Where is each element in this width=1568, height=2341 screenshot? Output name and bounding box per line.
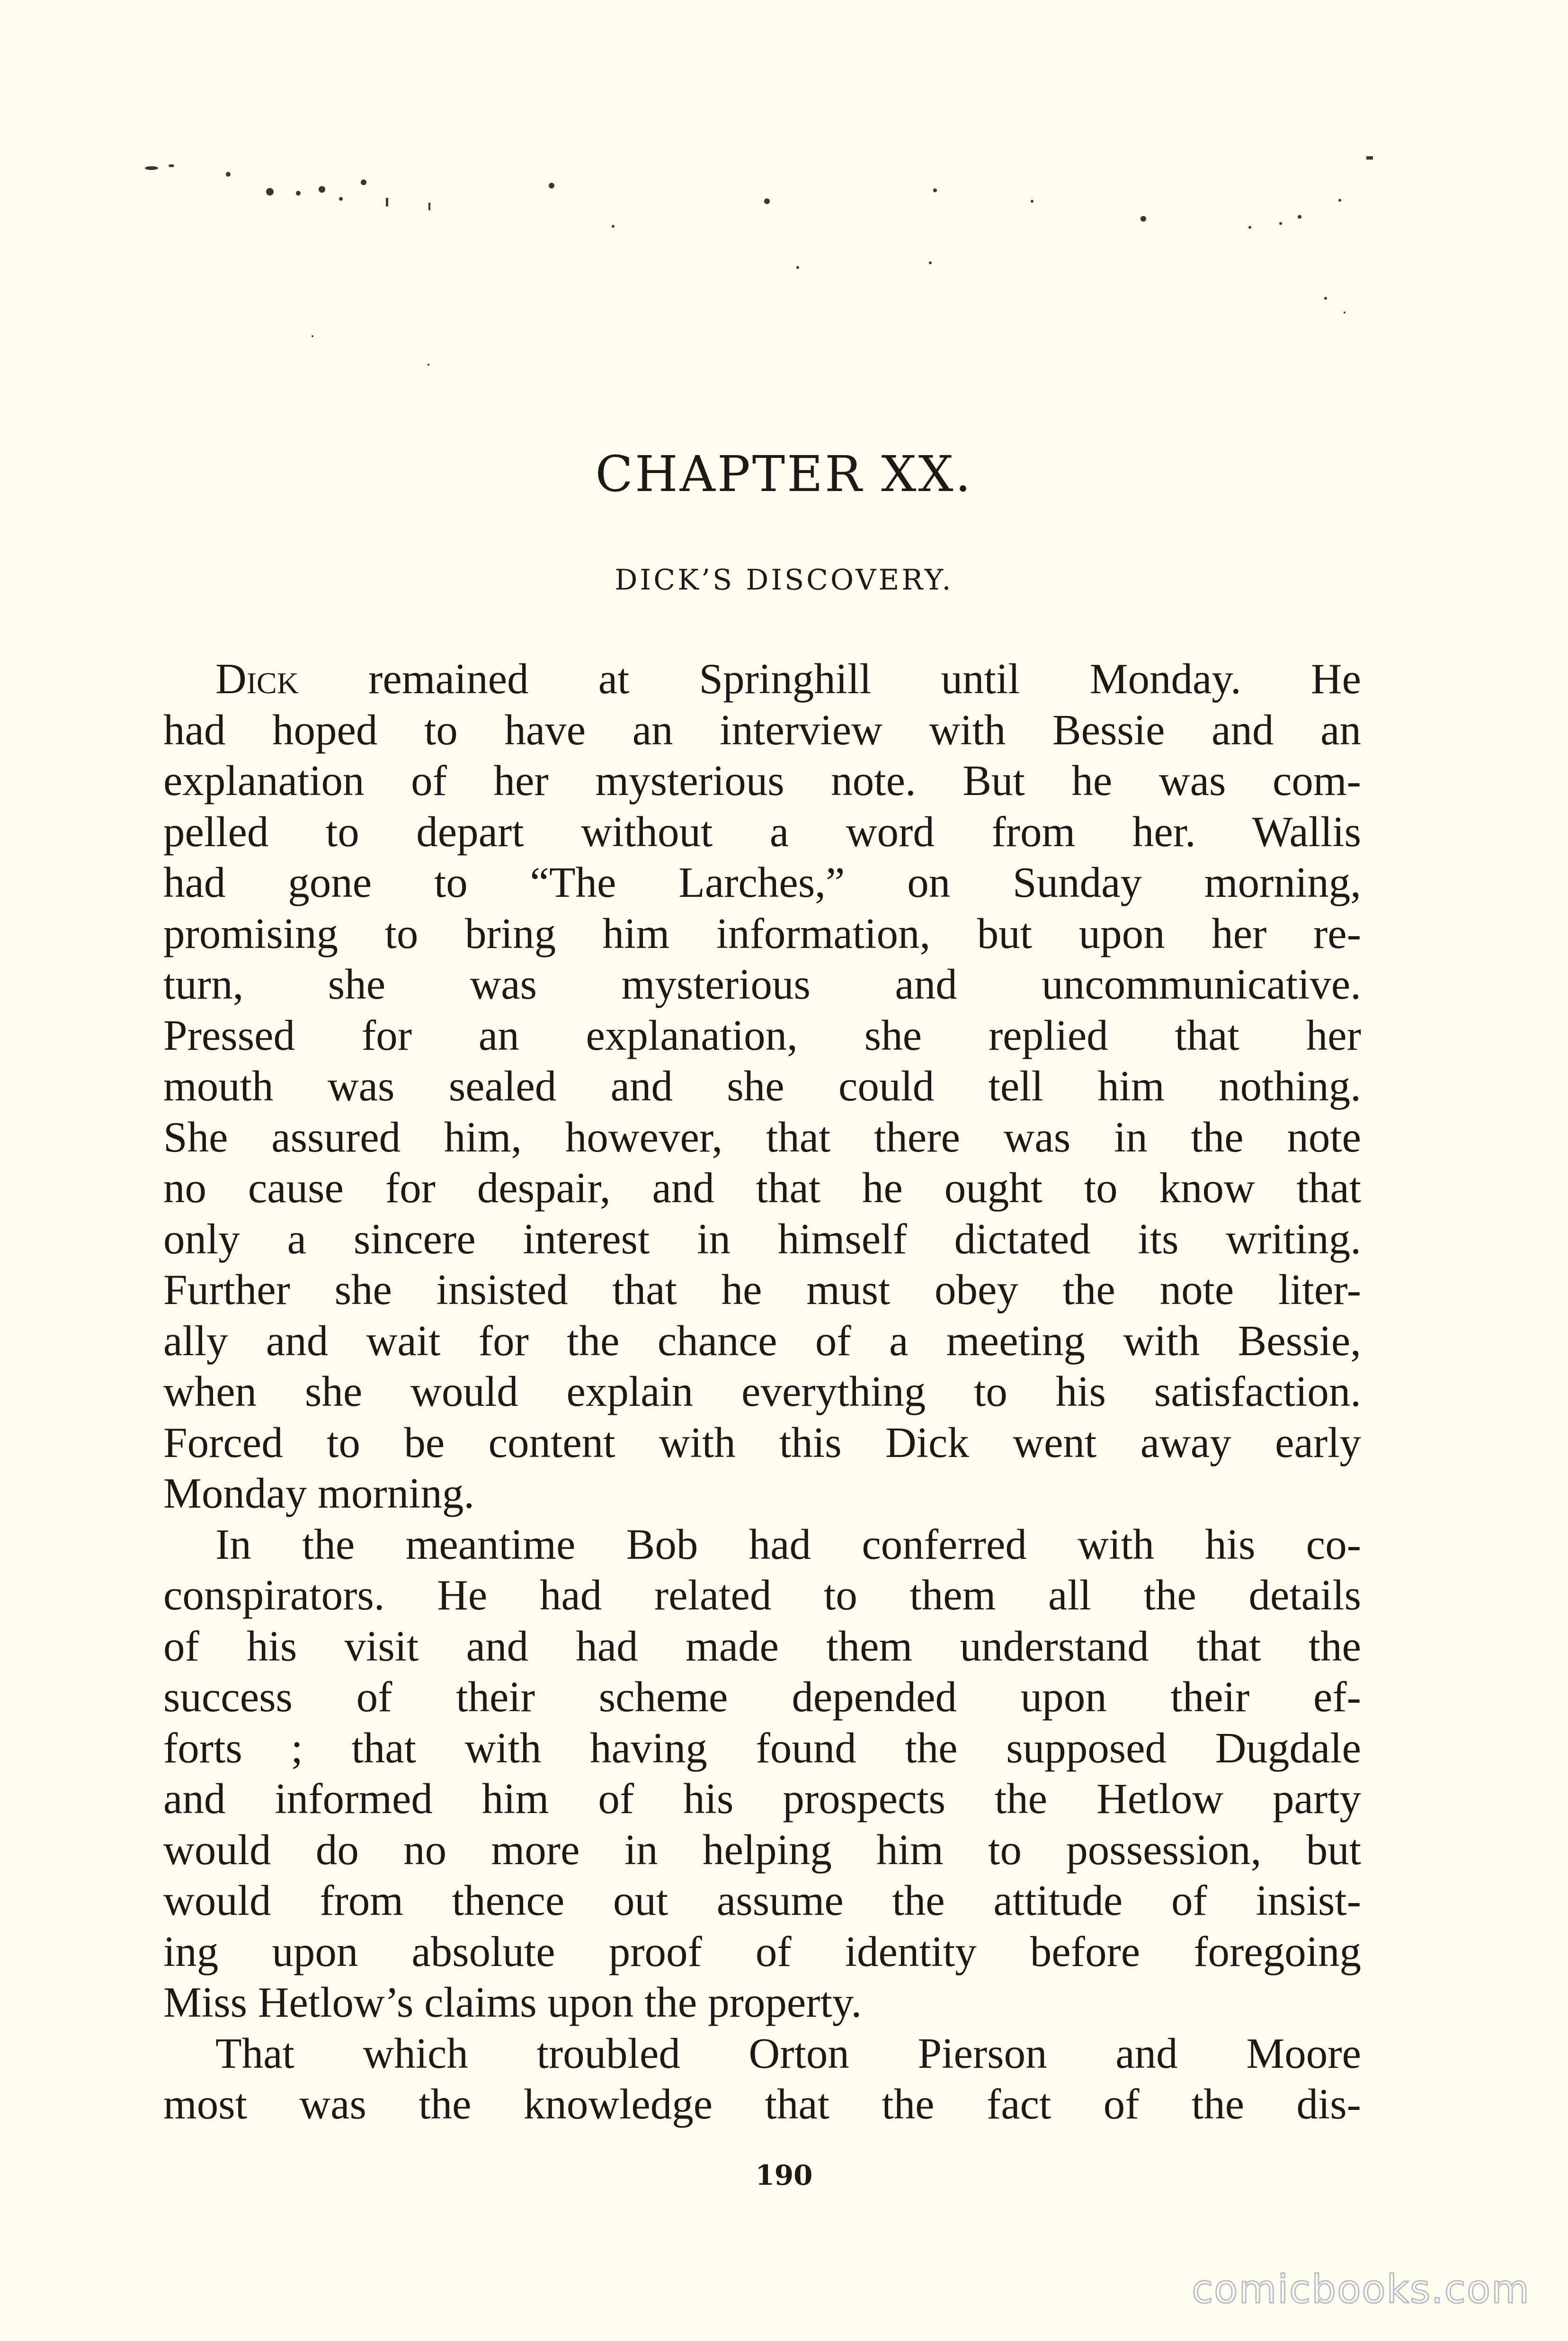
text-line: when she would explain everything to his satisfaction. [163, 1367, 1361, 1415]
print-specks [0, 0, 1568, 379]
page-number: 190 [755, 2159, 813, 2191]
body-text [163, 653, 1361, 2130]
text-line: most was the knowledge that the fact of the dis- [163, 2080, 1361, 2128]
paragraph [163, 653, 1361, 1519]
chapter-title: CHAPTER XX. [595, 445, 973, 503]
paragraph [163, 1519, 1361, 2028]
text-line: Further she insisted that he must obey the note liter- [163, 1266, 1361, 1313]
text-line: Monday morning. [163, 1469, 475, 1517]
text-line: Dick remained at Springhill until Monday. He [215, 655, 1361, 703]
text-line: ally and wait for the chance of a meeting with Bessie, [163, 1316, 1361, 1365]
text-line: forts ; that with having found the supposed Dugdale [163, 1724, 1361, 1772]
text-line: conspirators. He had related to them all the details [163, 1571, 1361, 1619]
drop-lead-word: Dick [215, 655, 299, 703]
text-line: ing upon absolute proof of identity before foregoing [163, 1927, 1361, 1975]
text-line: Pressed for an explanation, she replied that her [163, 1011, 1361, 1059]
paragraph [163, 2028, 1361, 2130]
text-line: would do no more in helping him to possession, but [163, 1825, 1361, 1874]
text-line: had hoped to have an interview with Bessie and an [163, 706, 1361, 754]
text-line: She assured him, however, that there was in the note [163, 1113, 1361, 1161]
text-line: Miss Hetlow’s claims upon the property. [163, 1978, 862, 2026]
text-line: turn, she was mysterious and uncommunicative. [163, 960, 1361, 1008]
chapter-subtitle: DICK’S DISCOVERY. [615, 563, 953, 597]
text-line: In the meantime Bob had conferred with his co- [215, 1520, 1361, 1568]
text-line: pelled to depart without a word from her. Wallis [163, 807, 1361, 856]
text-line: success of their scheme depended upon their ef- [163, 1673, 1361, 1721]
text-line: of his visit and had made them understand that the [163, 1622, 1361, 1670]
text-line: That which troubled Orton Pierson and Moore [215, 2029, 1361, 2077]
text-line: had gone to “The Larches,” on Sunday morning, [163, 858, 1361, 906]
text-line: no cause for despair, and that he ought to know that [163, 1164, 1361, 1212]
text-line: would from thence out assume the attitude of insist- [163, 1876, 1361, 1924]
text-line: only a sincere interest in himself dictated its writing. [163, 1215, 1361, 1263]
text-line: explanation of her mysterious note. But he was com- [163, 757, 1361, 804]
text-line: and informed him of his prospects the Hetlow party [163, 1775, 1361, 1823]
site-watermark: comicbooks.com [1192, 2267, 1530, 2312]
text-line: promising to bring him information, but upon her re- [163, 909, 1361, 957]
text-line: mouth was sealed and she could tell him nothing. [163, 1062, 1361, 1110]
text-line: Forced to be content with this Dick went away early [163, 1418, 1361, 1466]
